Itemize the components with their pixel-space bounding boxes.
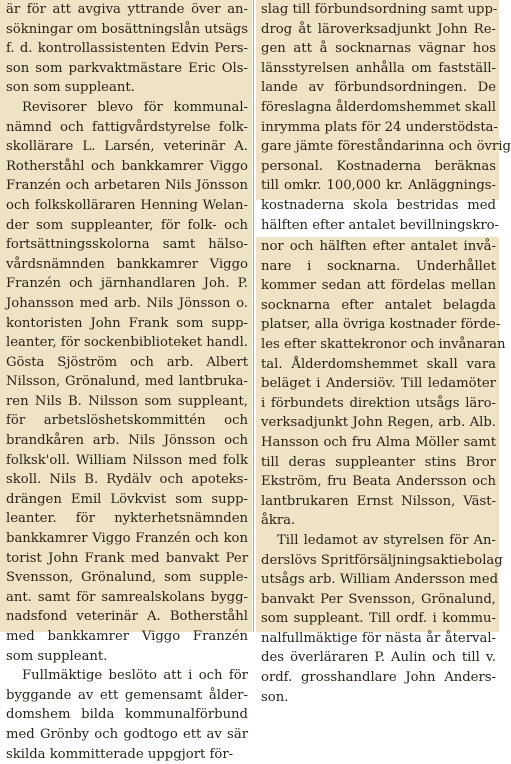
text-line: kostnaderna skola bestridas med: [261, 197, 496, 213]
text-line: till deras suppleanter stins Bror: [261, 454, 496, 470]
text-line: tal. Ålderdomshemmet skall vara: [261, 356, 496, 372]
text-line: platser, alla övriga kostnader förde-: [261, 317, 501, 333]
text-line: fortsättningsskolorna samt hälso-: [6, 237, 248, 253]
text-line: brandkåren arb. Nils Jönsson och: [6, 433, 248, 449]
text-line: f. d. kontrollassistenten Edvin Pers-: [6, 41, 248, 57]
text-line: ordf. grosshandlare John Anders-: [261, 670, 496, 686]
text-line: med bankkamrer Viggo Franzén: [6, 629, 248, 644]
text-line: leanter. för nykterhetsnämnden: [6, 511, 248, 527]
text-line: torist John Frank med banvakt Per: [6, 550, 248, 566]
text-line: ren Nils B. Nilsson som suppleant,: [6, 393, 248, 409]
text-line: gare jämte föreståndarinna och övrig: [261, 139, 511, 155]
text-line: Ekström, fru Beata Andersson och: [261, 474, 496, 490]
text-line: och folkskolläraren Henning Welan-: [6, 197, 248, 213]
text-line: Svensson, Grönalund, som supple-: [6, 570, 248, 586]
text-line: föreslagna ålderdomshemmet skall: [261, 99, 496, 115]
text-line: sökningar om bosättningslån utsägs: [6, 21, 248, 37]
text-line: är för att avgiva yttrande över an-: [6, 2, 248, 17]
text-line: nalfullmäktige för nästa år återval-: [261, 630, 496, 646]
text-line: till omkr. 100,000 kr. Anläggnings-: [261, 178, 496, 194]
text-line: gen att å socknarnas vägnar hos: [261, 41, 496, 57]
column-divider: [253, 0, 254, 632]
text-line: utsågs arb. William Andersson med: [261, 572, 499, 588]
text-line: folksk'oll. William Nilsson med folk: [6, 452, 248, 468]
text-line: med Grönby och godtogo ett av sär: [6, 726, 248, 742]
text-line: bankkamrer Viggo Franzén och kon: [6, 531, 248, 547]
text-line: kommer sedan att fördelas mellan: [261, 278, 496, 294]
text-line: lantbrukaren Ernst Nilsson, Väst-: [261, 493, 496, 509]
article-column-right-top: [256, 0, 511, 233]
text-line: derslövs Spritförsäljningsaktiebolag: [261, 552, 503, 568]
text-line: nare i socknarna. Underhållet: [261, 258, 496, 274]
text-line: der som suppleanter, för folk- och: [6, 217, 248, 233]
text-line: som suppleant. Till ordf. i kommu-: [261, 611, 496, 627]
text-line: skoll. Nils B. Rydälv och apoteks-: [6, 472, 248, 488]
text-line: byggande av ett gemensamt ålder-: [6, 687, 248, 703]
text-line: personal. Kostnaderna beräknas: [261, 158, 496, 174]
text-line: lande av förbundsordningen. De: [261, 80, 496, 96]
text-line: son.: [261, 689, 289, 705]
text-line: Rotherståhl och bankkamrer Viggo: [6, 158, 248, 174]
text-line: åkra.: [261, 513, 296, 529]
text-line: länsstyrelsen anhålla om fastställ-: [261, 60, 496, 76]
text-line: Gösta Sjöström och arb. Albert: [6, 354, 248, 370]
text-line: son som parkvaktmästare Eric Ols-: [6, 60, 248, 76]
text-line: nadsfond veterinär A. Botherståhl: [6, 609, 248, 625]
text-line: Fullmäktige beslöto att i och för: [22, 668, 248, 684]
text-line: hälften efter antalet bevillningskro-: [261, 217, 500, 233]
text-line: i förbundets direktion utsågs läro-: [261, 395, 496, 411]
text-line: Johansson med arb. Nils Jönsson o.: [6, 295, 248, 311]
text-line: domshem bilda kommunalförbund: [6, 707, 248, 723]
text-line: les efter skattekronor och invånaran: [261, 336, 506, 352]
article-column-right-bottom: [256, 237, 506, 705]
text-line: des överläraren P. Aulin och till v.: [261, 650, 496, 666]
text-line: son som suppleant.: [6, 80, 135, 96]
text-line: socknarna efter antalet belagda: [261, 297, 496, 313]
text-line: nämnd och fattigvårdstyrelse folk-: [6, 119, 248, 135]
text-line: nor och hälften efter antalet invå-: [261, 239, 496, 254]
text-line: Revisorer blevo för kommunal-: [22, 99, 248, 115]
article-column-left: [0, 0, 252, 762]
text-line: Hansson och fru Alma Möller samt: [261, 434, 496, 450]
text-line: leanter, för sockenbiblioteket handl.: [6, 335, 248, 351]
text-line: skilda kommitterade uppgjort för-: [6, 746, 234, 762]
text-line: inrymma plats för 24 understödsta-: [261, 119, 498, 135]
text-line: ant. samt för samrealskolans bygg-: [6, 589, 248, 605]
text-line: Nilsson, Grönalund, med lantbruka-: [6, 374, 248, 390]
text-line: Franzén och järnhandlaren Joh. P.: [6, 276, 248, 292]
text-line: Till ledamot av styrelsen för An-: [277, 532, 496, 548]
text-line: vårdsnämnden bankkamrer Viggo: [6, 256, 248, 272]
text-line: banvakt Per Svensson, Grönalund,: [261, 591, 496, 607]
text-line: som suppleant.: [6, 648, 108, 664]
text-line: slag till förbundsordning samt upp-: [261, 2, 498, 17]
text-line: beläget i Andersiöv. Till ledamöter: [261, 376, 496, 392]
text-line: Franzén och arbetaren Nils Jönsson: [6, 178, 248, 194]
text-line: kontoristen John Frank som supp-: [6, 315, 248, 331]
text-line: skollärare L. Larsén, veterinär A.: [6, 139, 248, 155]
text-line: drog åt läroverksadjunkt John Re-: [261, 21, 496, 37]
text-line: drängen Emil Lövkvist som supp-: [6, 491, 248, 507]
text-line: för arbetslöshetskommittén och: [6, 413, 248, 429]
text-line: verksadjunkt John Regen, arb. Alb.: [261, 415, 496, 431]
